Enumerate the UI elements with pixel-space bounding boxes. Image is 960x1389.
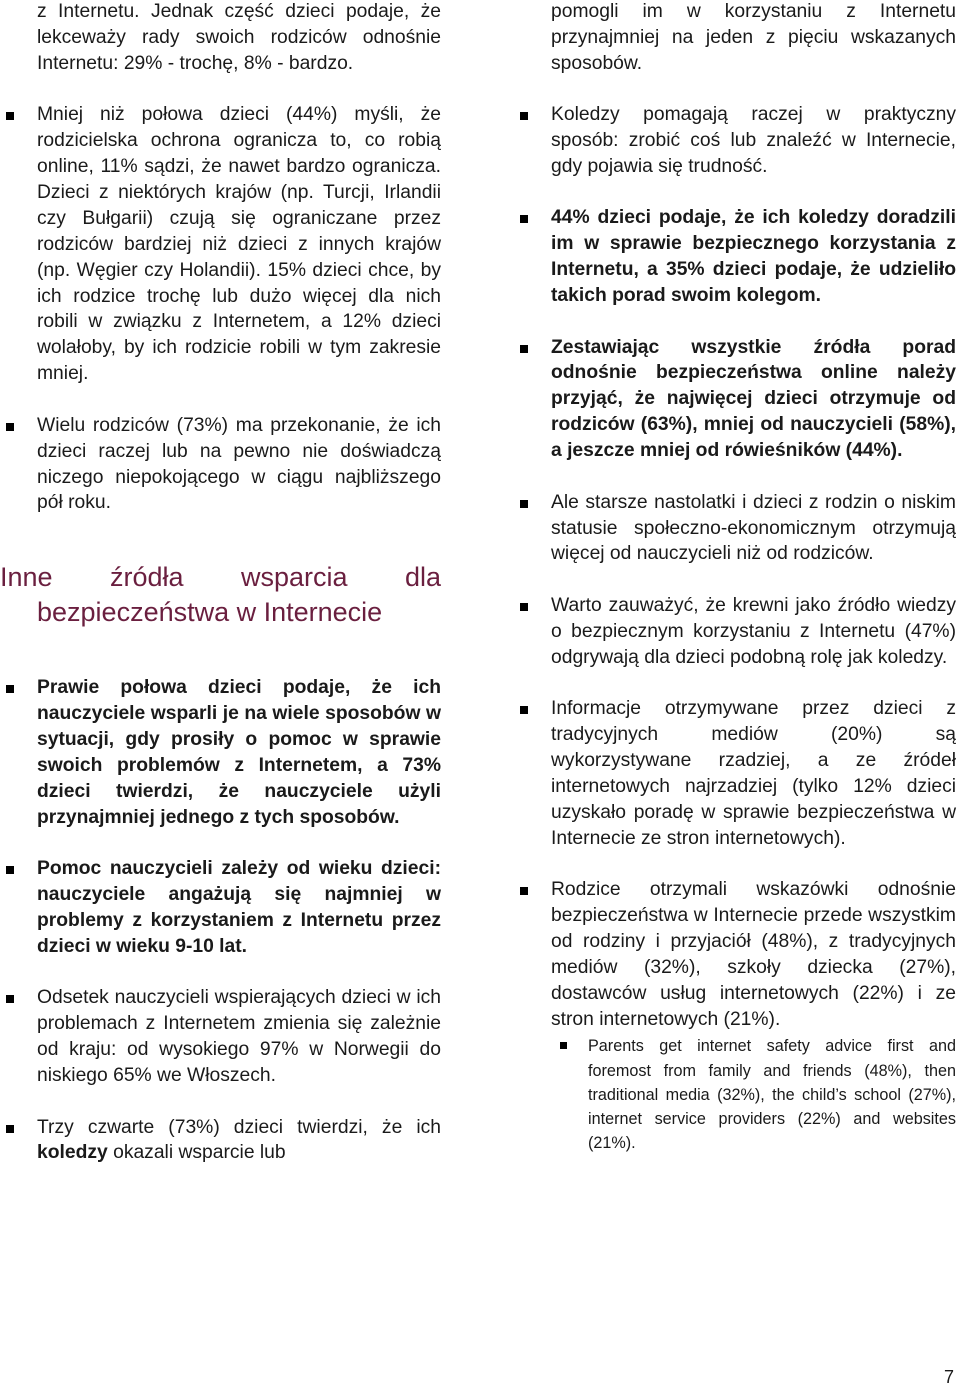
paragraph-text: Rodzice otrzymali wskazówki odnośnie bezpieczeństwa w Internecie przede wszystkim od rodziny i przyjaciół (48%), z tradycyjnych mediów (32%), szkoły dziecka (27%), dostawców usług internetowych (22%) i ze stron internetowych (21%). [551,878,956,1030]
page-number: 7 [943,1367,954,1387]
bullet-teachers-support [37,675,441,830]
square-bullet-icon [520,603,528,611]
square-bullet-icon [520,112,528,120]
bullet-parents-sources-english [588,1034,956,1155]
bullet-teachers-country [37,985,441,1089]
paragraph-text: Koledzy pomagają raczej w praktyczny sposób: zrobić coś lub znaleźć w Internecie, gdy pojawia się trudność. [551,104,956,178]
square-bullet-icon [520,345,528,353]
paragraph-text: Warto zauważyć, że krewni jako źródło wiedzy o bezpiecznym korzystaniu z Internetu (47%) odgrywają dla dzieci podobną rolę jak koledzy. [551,594,956,668]
right-column [551,0,956,1155]
square-bullet-icon [520,887,528,895]
paragraph-text: Pomoc nauczycieli zależy od wieku dzieci: nauczyciele angażują się najmniej w problemy z korzystaniem z Internetu przez dzieci w wieku 9-10 lat. [37,858,441,957]
left-column [0,0,441,1192]
square-bullet-icon [6,423,14,431]
bullet-parents-sources [551,877,956,1032]
paragraph-text-a: Trzy czwarte (73%) dzieci twierdzi, że ich [37,1116,441,1138]
paragraph-text-bold: koledzy [37,1142,108,1164]
paragraph-text: Odsetek nauczycieli wspierających dzieci w ich problemach z Internetem zmienia się zależnie od kraju: od wysokiego 97% w Norwegii do niskiego 65% we Włoszech. [37,987,441,1087]
bullet-traditional-media [551,696,956,851]
paragraph-text: Informacje otrzymywane przez dzieci z tradycyjnych mediów (20%) są wykorzystywane rzadziej, a ze źródeł internetowych najrzadziej (tylko 12% dzieci uzyskało poradę w sprawie bezpieczeństwa w Internecie ze stron internetowych). [551,698,956,849]
square-bullet-icon [6,866,14,874]
square-bullet-icon [6,995,14,1003]
square-bullet-icon [520,500,528,508]
bullet-relatives [551,593,956,671]
paragraph-text: Zestawiając wszystkie źródła porad odnośnie bezpieczeństwa online należy przyjąć, że najwięcej dzieci otrzymuje od rodziców (63%), mniej od nauczycieli (58%), a jeszcze mniej od rówieśników (44%). [551,336,956,462]
bullet-teachers-age [37,856,441,960]
paragraph-text: Prawie połowa dzieci podaje, że ich nauczyciele wsparli je na wiele sposobów w sytuacji, gdy prosiły o pomoc w sprawie swoich problemów z Internetem, a 73% dzieci twierdzi, że nauczyciele użyli przynajmniej jednego z tych sposobów. [37,677,441,828]
bullet-parents-confidence [37,413,441,517]
paragraph-text: Mniej niż połowa dzieci (44%) myśli, że rodzicielska ochrona ogranicza to, co robią online, 11% sądzi, że nawet bardzo ogranicza. Dzieci z niektórych krajów (np. Turcji, Irlandii czy Bułgarii) czują się ograniczane przez rodziców bardziej niż dzieci z innych krajów (np. Węgier czy Holandii). 15% dzieci chce, by ich rodzice trochę lub dużo więcej dla nich robili w związku z Internetem, a 12% dzieci wolałoby, by ich rodzicie robili w tym zakresie mniej. [37,104,441,385]
paragraph-text: Wielu rodziców (73%) ma przekonanie, że ich dzieci raczej lub na pewno nie doświadczą niczego niepokojącego w ciągu najbliższego pół roku. [37,414,441,514]
section-heading [0,560,441,629]
square-bullet-icon [6,112,14,120]
bullet-peers-support [37,1115,441,1167]
square-bullet-icon [520,215,528,223]
section-heading-line-2: bezpieczeństwa w Internecie [37,596,383,627]
bullet-peers-advice [551,205,956,309]
paragraph-text: Ale starsze nastolatki i dzieci z rodzin o niskim statusie społeczno-ekonomicznym otrzymują więcej od nauczycieli niż od rodziców. [551,491,956,565]
bullet-sources-summary [551,335,956,465]
square-bullet-icon [6,1125,14,1133]
paragraph-continued: z Internetu. Jednak część dzieci podaje, że lekceważy rady swoich rodziców odnośnie Internetu: 29% - trochę, 8% - bardzo. [37,1,441,74]
section-heading-line-1: Inne źródła wsparcia dla [0,562,441,593]
paragraph-text-c: okazali wsparcie lub [107,1142,286,1164]
bullet-parental-restriction [37,102,441,387]
paragraph-text: Parents get internet safety advice first and foremost from family and friends (48%), then traditional media (32%), the child’s school (27%), internet service providers (22%) and websites (21%). [588,1037,956,1153]
paragraph-continued: pomogli im w korzystaniu z Internetu przynajmniej na jeden z pięciu wskazanych sposobów. [551,1,956,74]
square-bullet-icon [520,706,528,714]
bullet-older-teens [551,490,956,568]
square-bullet-icon [560,1042,567,1049]
paragraph-text: 44% dzieci podaje, że ich koledzy doradzili im w sprawie bezpiecznego korzystania z Internetu, a 35% dzieci podaje, że udzieliło takich porad swoim kolegom. [551,207,956,307]
bullet-peers-practical [551,102,956,180]
square-bullet-icon [6,685,14,693]
